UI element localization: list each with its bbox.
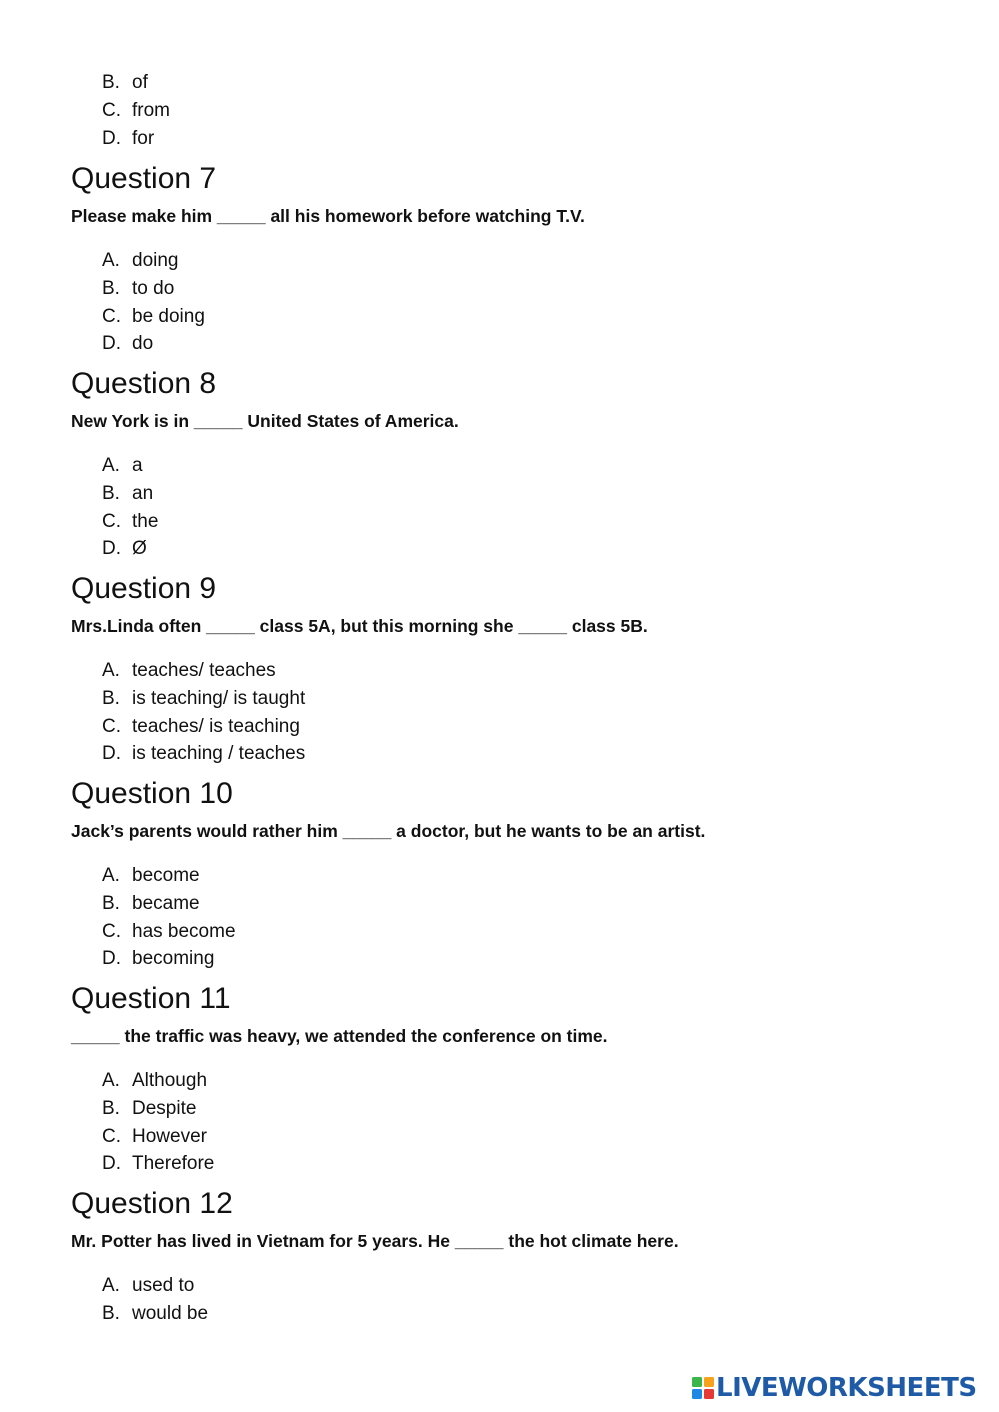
option-7a[interactable]: A. doing <box>102 250 179 271</box>
option-10a[interactable]: A. become <box>102 865 200 886</box>
question-7-text: Please make him _____ all his homework before watching T.V. <box>71 206 585 226</box>
option-8b[interactable]: B. an <box>102 482 154 504</box>
question-8-text: New York is in _____ United States of America. <box>71 411 459 431</box>
liveworksheets-logo-icon <box>692 1377 714 1399</box>
question-8-options <box>102 452 158 563</box>
option-7b[interactable]: B. to do <box>102 277 175 299</box>
option-9c[interactable]: C. teaches/ is teaching <box>102 715 300 737</box>
question-11-title: Question 11 <box>71 982 231 1015</box>
question-10-title: Question 10 <box>71 777 233 810</box>
option-7d[interactable]: D. do <box>102 333 154 355</box>
question-12-text: Mr. Potter has lived in Vietnam for 5 years. He _____ the hot climate here. <box>71 1231 679 1251</box>
liveworksheets-logo[interactable] <box>692 1372 977 1404</box>
option-10b[interactable]: B. became <box>102 892 200 914</box>
option-9a[interactable]: A. teaches/ teaches <box>102 660 276 681</box>
liveworksheets-logo-text: LIVEWORKSHEETS <box>716 1373 977 1403</box>
question-9-text: Mrs.Linda often _____ class 5A, but this morning she _____ class 5B. <box>71 616 648 636</box>
question-10-options <box>102 862 236 973</box>
question-9-title: Question 9 <box>71 572 217 605</box>
option-10d[interactable]: D. becoming <box>102 948 215 970</box>
option-8d[interactable]: D. Ø <box>102 538 147 560</box>
question-11-options <box>102 1067 214 1178</box>
option-12b[interactable]: B. would be <box>102 1302 209 1324</box>
question-10-text: Jack’s parents would rather him _____ a doctor, but he wants to be an artist. <box>71 821 706 841</box>
question-7-options <box>102 247 205 358</box>
option-11c[interactable]: C. However <box>102 1125 207 1147</box>
option-8c[interactable]: C. the <box>102 510 159 532</box>
question-9-options <box>102 657 305 768</box>
option-11b[interactable]: B. Despite <box>102 1097 197 1119</box>
question-8-title: Question 8 <box>71 367 217 400</box>
question-6-options <box>102 69 170 152</box>
option-11a[interactable]: A. Although <box>102 1070 208 1091</box>
option-8a[interactable]: A. a <box>102 455 143 476</box>
option-12a[interactable]: A. used to <box>102 1275 195 1296</box>
question-7-title: Question 7 <box>71 162 217 195</box>
option-7c[interactable]: C. be doing <box>102 305 205 327</box>
question-11-text: _____ the traffic was heavy, we attended the conference on time. <box>71 1026 608 1046</box>
option-9d[interactable]: D. is teaching / teaches <box>102 743 306 765</box>
option-11d[interactable]: D. Therefore <box>102 1153 215 1175</box>
question-12-options <box>102 1272 208 1328</box>
option-6b[interactable]: B. of <box>102 72 148 93</box>
option-10c[interactable]: C. has become <box>102 920 236 942</box>
option-6c[interactable]: C. from <box>102 99 170 121</box>
option-9b[interactable]: B. is teaching/ is taught <box>102 687 306 709</box>
option-6d[interactable]: D. for <box>102 127 155 149</box>
question-12-title: Question 12 <box>71 1187 233 1220</box>
